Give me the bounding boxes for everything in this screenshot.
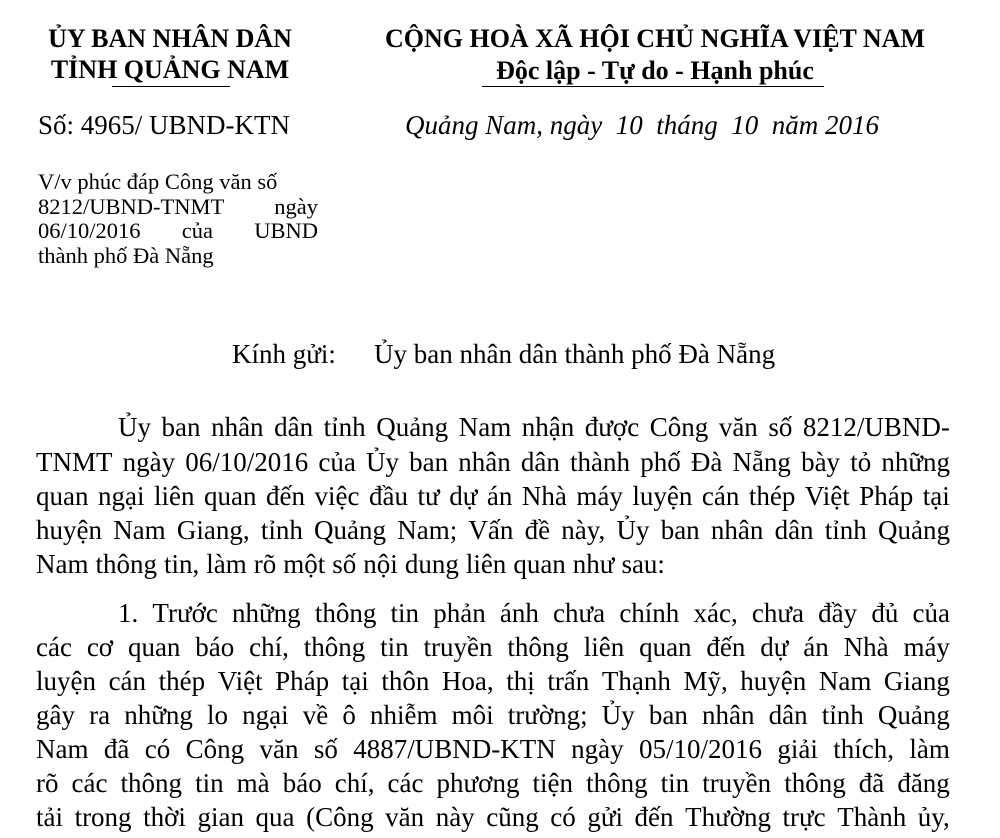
body-word: ngày	[571, 734, 624, 764]
body-line	[36, 446, 950, 478]
body-word: rõ	[36, 768, 59, 798]
body-word: chí,	[249, 632, 289, 662]
body-word: cán	[108, 666, 147, 696]
body-word: Thường	[685, 802, 771, 832]
body-word: tỉnh	[323, 412, 366, 442]
body-word: dân	[768, 700, 808, 730]
body-word: Nhà	[843, 632, 889, 662]
body-word: như	[572, 549, 615, 579]
body-word: Ủy	[601, 700, 635, 730]
national-motto: Độc lập - Tự do - Hạnh phúc	[496, 56, 814, 85]
body-word: trường;	[507, 700, 588, 730]
body-word: quan	[513, 549, 566, 579]
body-word: số	[768, 412, 793, 442]
body-word: phố	[640, 447, 681, 477]
subject-line: thành phố Đà Nẵng	[38, 243, 214, 268]
body-word: có	[144, 734, 171, 764]
body-word: dân	[774, 515, 814, 545]
body-word: Hoa,	[441, 666, 494, 696]
body-word: xác,	[693, 598, 738, 628]
body-word: luyện	[632, 481, 693, 511]
body-word: tại	[922, 481, 950, 511]
body-word: Quảng	[877, 515, 950, 545]
body-word: những	[232, 598, 301, 628]
body-word: đã	[103, 734, 130, 764]
body-word: TNMT	[36, 447, 113, 477]
body-word: về	[302, 700, 329, 730]
body-word: đăng	[897, 768, 950, 798]
body-word: thông	[303, 632, 366, 662]
subject-word: của	[181, 218, 213, 243]
body-word: đủ	[871, 598, 899, 628]
body-word: truyền	[423, 632, 493, 662]
body-word: Ủy	[118, 412, 151, 442]
body-word: giải	[777, 734, 818, 764]
body-word: Pháp	[859, 481, 914, 511]
body-word: chưa	[553, 598, 606, 628]
body-word: Thành	[837, 802, 907, 832]
body-word: thôn	[381, 666, 430, 696]
body-word: chí,	[334, 768, 375, 798]
body-word: Nam	[36, 734, 89, 764]
date-line: Quảng Nam, ngày 10 tháng 10 năm 2016	[405, 110, 879, 140]
document-number: Số: 4965/ UBND-KTN	[38, 110, 291, 140]
body-word: thép	[158, 666, 206, 696]
body-word: nhân	[458, 447, 511, 477]
body-word: trấn	[547, 666, 590, 696]
body-word: cũng	[486, 802, 539, 832]
body-word: báo	[195, 632, 235, 662]
body-word: nhận	[521, 412, 575, 442]
body-word: các	[71, 768, 108, 798]
body-word: đến	[266, 481, 306, 511]
body-line	[36, 733, 950, 765]
body-word: nhân	[710, 515, 764, 545]
body-word: đầu	[369, 481, 409, 511]
body-word: số	[313, 734, 338, 764]
body-word: tin	[660, 768, 690, 798]
body-word: 06/10/2016	[185, 447, 309, 477]
body-line	[36, 699, 950, 731]
body-word: của	[912, 598, 950, 628]
body-word: Quảng	[376, 412, 449, 442]
body-word: thích,	[833, 734, 894, 764]
subject-word: ngày	[274, 194, 318, 219]
body-word: ban	[648, 700, 688, 730]
body-word: quan	[204, 481, 257, 511]
body-word: tin	[195, 768, 224, 798]
body-word: chính	[619, 598, 680, 628]
national-title: CỘNG HOÀ XÃ HỘI CHỦ NGHĨA VIỆT NAM	[384, 24, 926, 53]
body-line	[36, 631, 950, 663]
body-word: các	[387, 768, 424, 798]
body-word: luyện	[36, 666, 96, 696]
body-word: tỏ	[850, 447, 872, 477]
body-word: qua	[255, 802, 295, 832]
body-word: tiện	[532, 768, 574, 798]
body-word: dung	[404, 549, 459, 579]
body-word: tin	[380, 632, 409, 662]
body-word: tin,	[164, 549, 200, 579]
body-word: các	[36, 632, 72, 662]
body-word: chưa	[751, 598, 804, 628]
recipient-name: Ủy ban nhân dân thành phố Đà Nẵng	[374, 339, 776, 369]
body-word: Trước	[152, 598, 218, 628]
body-word: ngại	[242, 700, 289, 730]
body-word: dự	[449, 481, 478, 511]
body-word: Ủy	[366, 447, 400, 477]
subject-word: 06/10/2016	[38, 218, 141, 243]
body-word: của	[318, 447, 356, 477]
body-word: Công	[185, 734, 245, 764]
body-word: dân	[520, 447, 560, 477]
body-word: thông	[784, 768, 846, 798]
body-word: môi	[451, 700, 494, 730]
recipient-label: Kính gửi:	[232, 339, 336, 369]
body-word: Thạnh	[601, 666, 671, 696]
body-word: có	[550, 802, 576, 832]
body-word: báo	[282, 768, 322, 798]
body-word: ban	[409, 447, 449, 477]
body-word: Pháp	[275, 666, 330, 696]
body-word: thành	[570, 447, 631, 477]
body-word: 05/10/2016	[638, 734, 762, 764]
body-word: phản	[433, 598, 486, 628]
body-word: Việt	[217, 666, 263, 696]
body-word: đã	[858, 768, 885, 798]
body-word: trong	[74, 802, 132, 832]
body-word: Nam	[36, 549, 89, 579]
body-word: mà	[236, 768, 270, 798]
body-line	[36, 480, 950, 512]
body-word: làm	[909, 734, 950, 764]
body-word: đề	[524, 515, 551, 545]
body-line	[118, 411, 950, 443]
body-word: đầy	[818, 598, 858, 628]
body-word: tin	[390, 598, 420, 628]
body-word: những	[881, 447, 950, 477]
body-word: Vấn	[468, 515, 514, 545]
body-word: làm	[206, 549, 247, 579]
body-word: ngại	[98, 481, 145, 511]
body-word: phương	[436, 768, 520, 798]
body-word: ban	[161, 412, 201, 442]
body-word: tại	[341, 666, 369, 696]
body-word: Giang,	[176, 515, 250, 545]
body-word: 8212/UBND-	[802, 412, 950, 442]
subject-line: V/v phúc đáp Công văn số	[38, 169, 278, 194]
issuing-agency-line1: ỦY BAN NHÂN DÂN	[48, 24, 292, 53]
body-word: tỉnh	[824, 515, 867, 545]
body-word: thông	[120, 768, 183, 798]
body-word: Đà	[690, 447, 723, 477]
subject-line	[38, 219, 318, 243]
body-word: thông	[95, 549, 157, 579]
body-word: tư	[417, 481, 440, 511]
body-word: thép	[748, 481, 796, 511]
body-word: thông	[314, 598, 377, 628]
body-word: văn	[259, 734, 299, 764]
body-word: án	[486, 481, 513, 511]
body-word: này	[435, 802, 475, 832]
body-word: ban	[660, 515, 700, 545]
body-word: thông	[586, 768, 648, 798]
body-word: tải	[36, 802, 63, 832]
body-word: gian	[197, 802, 244, 832]
body-line	[36, 665, 950, 697]
subject-line	[38, 195, 318, 219]
body-word: ủy,	[917, 802, 950, 832]
body-word: được	[584, 412, 640, 442]
body-word: Quảng	[877, 700, 950, 730]
body-word: án	[803, 632, 829, 662]
body-word: trực	[782, 802, 826, 832]
body-word: ánh	[499, 598, 539, 628]
body-word: nội	[363, 549, 398, 579]
body-word: đến	[634, 802, 674, 832]
body-word: cán	[701, 481, 740, 511]
body-line	[36, 801, 950, 833]
body-word: nhiễm	[369, 700, 438, 730]
body-word: liên	[465, 549, 507, 579]
body-word: Việt	[804, 481, 850, 511]
body-word: thời	[143, 802, 186, 832]
body-word: Nam	[113, 515, 166, 545]
body-word: số	[332, 549, 357, 579]
body-word: tỉnh	[260, 515, 303, 545]
body-word: ngày	[122, 447, 176, 477]
body-word: truyền	[702, 768, 772, 798]
body-word: quan	[127, 632, 181, 662]
body-word: sau:	[621, 549, 665, 579]
body-word: thông	[507, 632, 569, 662]
body-word: dự	[760, 632, 789, 662]
body-word: Nam	[458, 412, 512, 442]
motto-underline	[482, 86, 824, 87]
body-word: Quảng	[314, 515, 387, 545]
body-word: Giang	[883, 666, 950, 696]
subject-word: 8212/UBND-TNMT	[38, 194, 225, 219]
body-word: Nam	[818, 666, 872, 696]
body-word: Nhà	[521, 481, 567, 511]
body-word: tỉnh	[821, 700, 864, 730]
body-line	[36, 548, 950, 580]
body-line	[118, 597, 950, 629]
body-word: cơ	[86, 632, 114, 662]
body-word: 1.	[118, 598, 139, 628]
body-word: máy	[576, 481, 623, 511]
body-line	[36, 767, 950, 799]
body-word: Mỹ,	[683, 666, 728, 696]
subject-word: UBND	[254, 218, 318, 243]
body-word: này,	[561, 515, 606, 545]
body-word: thị	[506, 666, 535, 696]
body-word: huyện	[36, 515, 102, 545]
body-word: ra	[89, 700, 111, 730]
body-word: Nẵng	[732, 447, 791, 477]
body-word: văn	[385, 802, 425, 832]
body-line	[36, 514, 950, 546]
body-word: việc	[314, 481, 360, 511]
body-word: 4887/UBND-KTN	[353, 734, 556, 764]
body-word: quan	[36, 481, 89, 511]
body-word: dân	[274, 412, 314, 442]
body-word: đến	[706, 632, 746, 662]
body-word: nhân	[702, 700, 755, 730]
body-word: gửi	[587, 802, 623, 832]
body-word: những	[124, 700, 193, 730]
body-word: rõ	[253, 549, 277, 579]
body-word: quan	[639, 632, 692, 662]
body-word: huyện	[740, 666, 807, 696]
body-word: liên	[154, 481, 195, 511]
body-word: nhân	[211, 412, 264, 442]
body-word: Nam;	[397, 515, 458, 545]
body-word: Công	[649, 412, 709, 442]
body-word: (Công	[306, 802, 374, 832]
body-word: gây	[36, 700, 75, 730]
body-word: một	[283, 549, 326, 579]
body-word: ô	[342, 700, 356, 730]
body-word: văn	[718, 412, 758, 442]
body-word: bày	[801, 447, 841, 477]
body-word: liên	[583, 632, 625, 662]
body-word: máy	[903, 632, 950, 662]
agency-underline	[112, 86, 230, 87]
body-word: lo	[206, 700, 228, 730]
issuing-agency-line2: TỈNH QUẢNG NAM	[50, 55, 290, 84]
body-word: Ủy	[616, 515, 650, 545]
